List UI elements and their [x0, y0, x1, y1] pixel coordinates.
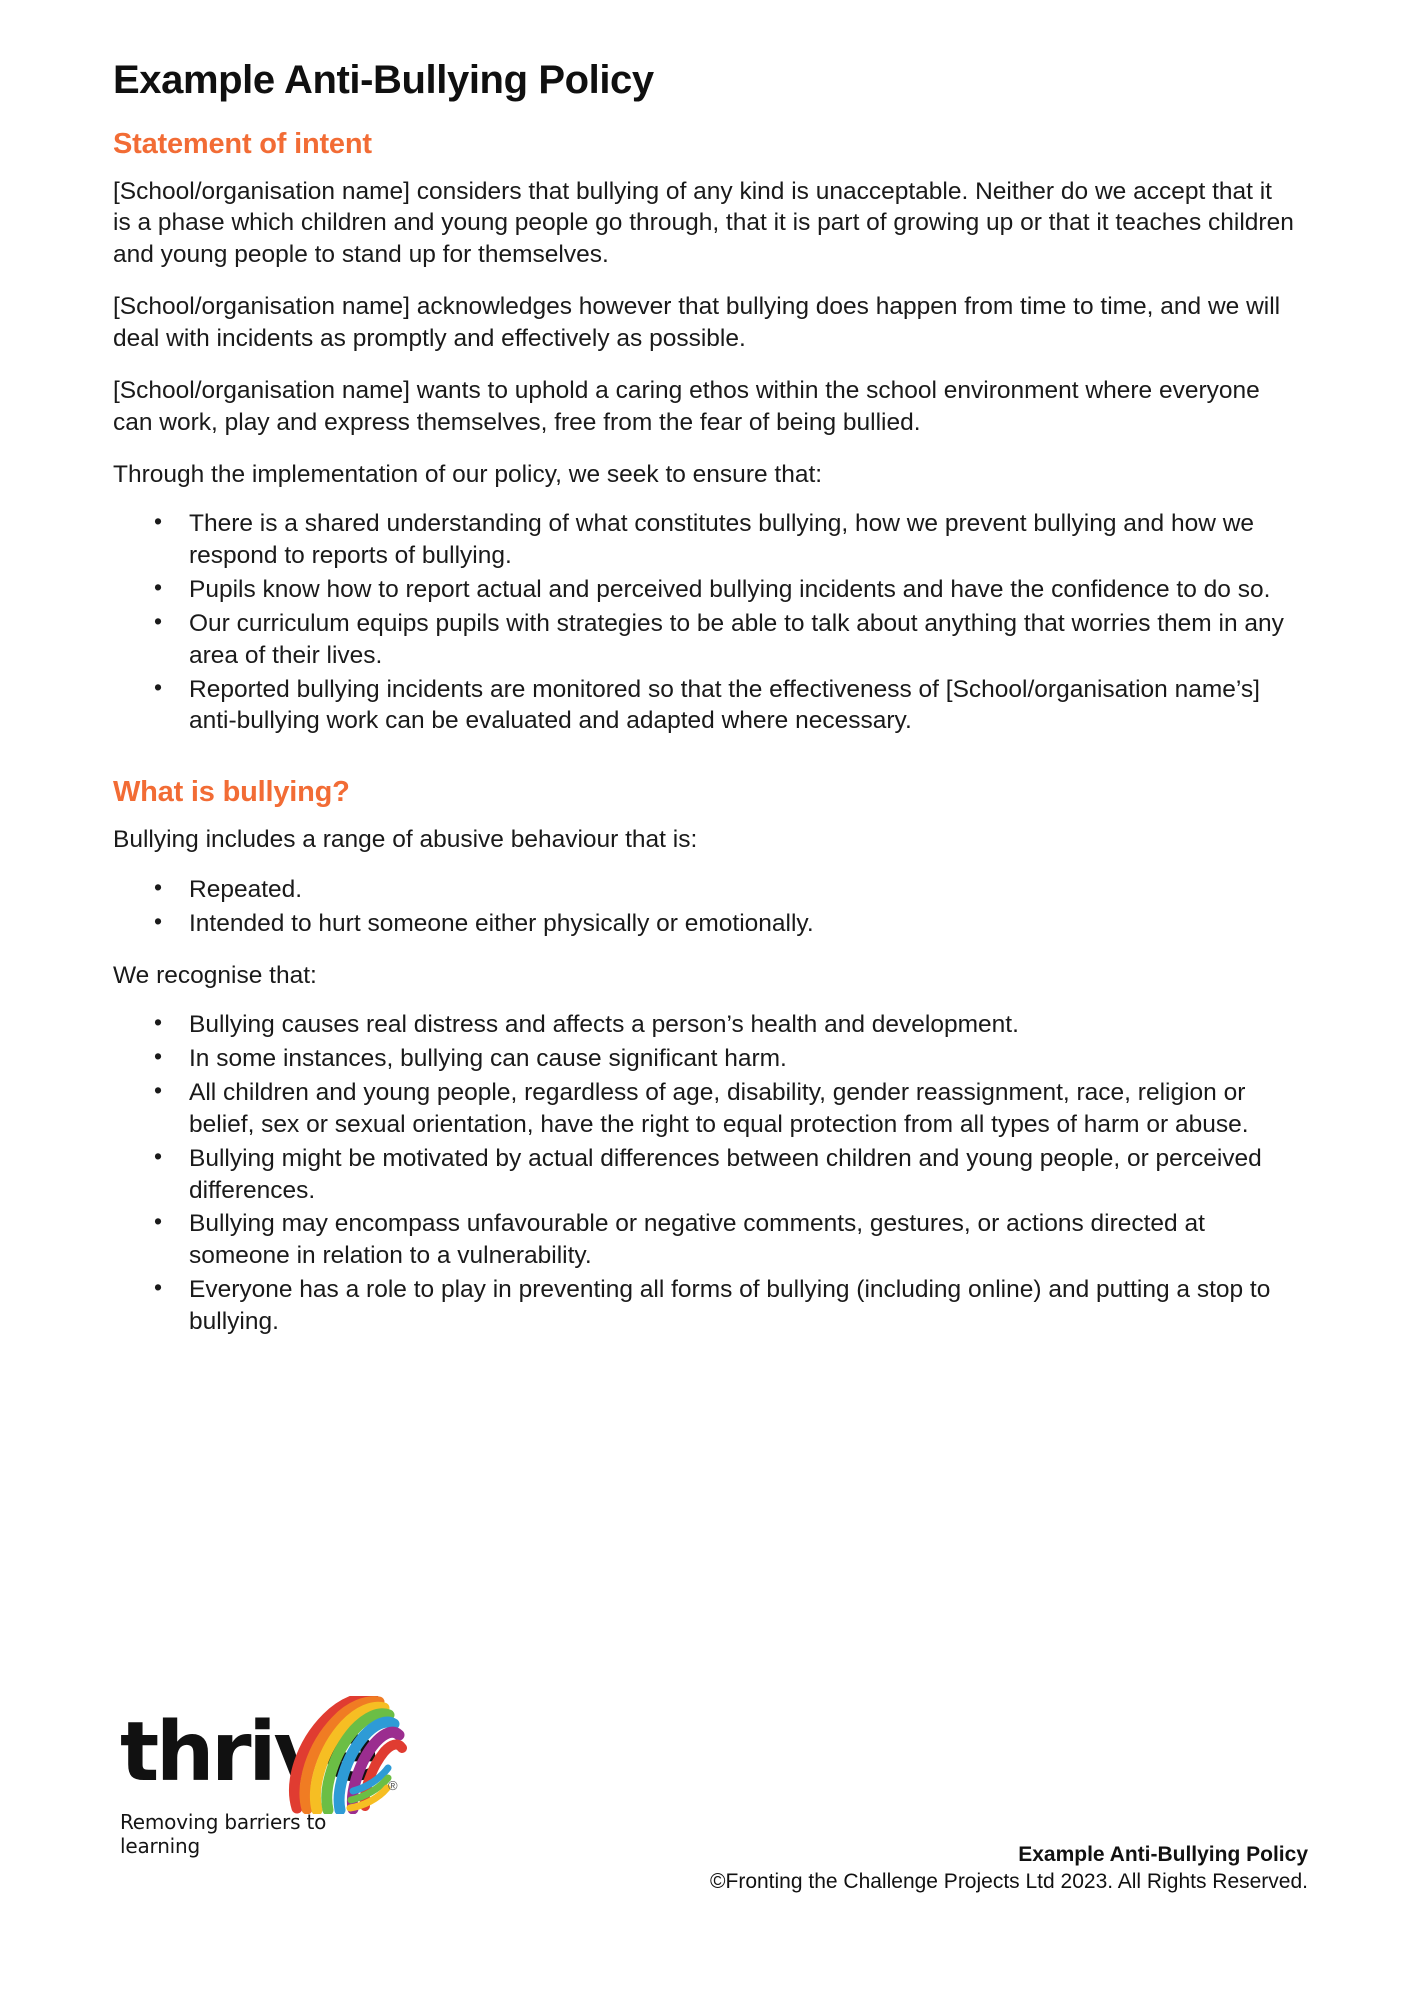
bullet-list-statement-of-intent: [113, 508, 1308, 737]
page-title: Example Anti-Bullying Policy: [113, 58, 654, 102]
registered-trademark-mark: ®: [388, 1778, 398, 1793]
rainbow-flame-icon: [287, 1696, 407, 1814]
list-item: • All children and young people, regardless of age, disability, gender reassignment, race, religion or belief, sex or sexual orientation, have the right to equal protection from all types of harm or abuse.: [113, 1077, 1308, 1141]
section-heading-statement-of-intent: Statement of intent: [113, 127, 372, 160]
list-item: • Pupils know how to report actual and perceived bullying incidents and have the confidence to do so.: [113, 574, 1308, 606]
paragraph: We recognise that:: [113, 961, 317, 989]
footer-copyright: ©Fronting the Challenge Projects Ltd 2023. All Rights Reserved.: [710, 1870, 1308, 1894]
logo-wordmark: thrive: [120, 1705, 376, 1800]
logo-row: [120, 1700, 410, 1808]
paragraph: Through the implementation of our policy, we seek to ensure that:: [113, 460, 823, 488]
paragraph: [School/organisation name] considers that bullying of any kind is unacceptable. Neither do we accept that it is a phase which children and young people go through, that it is part of growing up or that it teaches children and young people to stand up for themselves.: [113, 177, 1294, 269]
footer-text-block: [608, 1842, 1308, 1896]
list-item: • In some instances, bullying can cause significant harm.: [113, 1043, 1308, 1075]
list-item: • Everyone has a role to play in preventing all forms of bullying (including online) and putting a stop to bullying.: [113, 1274, 1308, 1338]
logo-tagline: Removing barriers to learning: [120, 1810, 327, 1858]
list-item: • Bullying causes real distress and affects a person’s health and development.: [113, 1009, 1308, 1041]
footer-document-title: Example Anti-Bullying Policy: [1018, 1843, 1308, 1866]
paragraph: [School/organisation name] wants to uphold a caring ethos within the school environment where everyone can work, play and express themselves, free from the fear of being bullied.: [113, 376, 1260, 436]
list-item: • Repeated.: [113, 874, 1308, 906]
list-item: • Reported bullying incidents are monitored so that the effectiveness of [School/organisation name’s] anti-bullying work can be evaluated and adapted where necessary.: [113, 674, 1308, 738]
section-heading-what-is-bullying: What is bullying?: [113, 776, 350, 809]
page-footer: [0, 1690, 1414, 2000]
document-body: [113, 58, 1308, 1358]
list-item: • Intended to hurt someone either physically or emotionally.: [113, 908, 1308, 940]
list-item: • Our curriculum equips pupils with strategies to be able to talk about anything that worries them in any area of their lives.: [113, 608, 1308, 672]
list-item: • Bullying may encompass unfavourable or negative comments, gestures, or actions directed at someone in relation to a vulnerability.: [113, 1208, 1308, 1272]
paragraph: Bullying includes a range of abusive behaviour that is:: [113, 826, 698, 854]
thrive-logo: [120, 1700, 410, 1858]
list-item: • Bullying might be motivated by actual differences between children and young people, or perceived differences.: [113, 1143, 1308, 1207]
bullet-list-we-recognise: [113, 1009, 1308, 1337]
paragraph: [School/organisation name] acknowledges however that bullying does happen from time to time, and we will deal with incidents as promptly and effectively as possible.: [113, 293, 1281, 352]
list-item: • There is a shared understanding of what constitutes bullying, how we prevent bullying and how we respond to reports of bullying.: [113, 508, 1308, 572]
bullet-list-bullying-definition: [113, 874, 1308, 940]
